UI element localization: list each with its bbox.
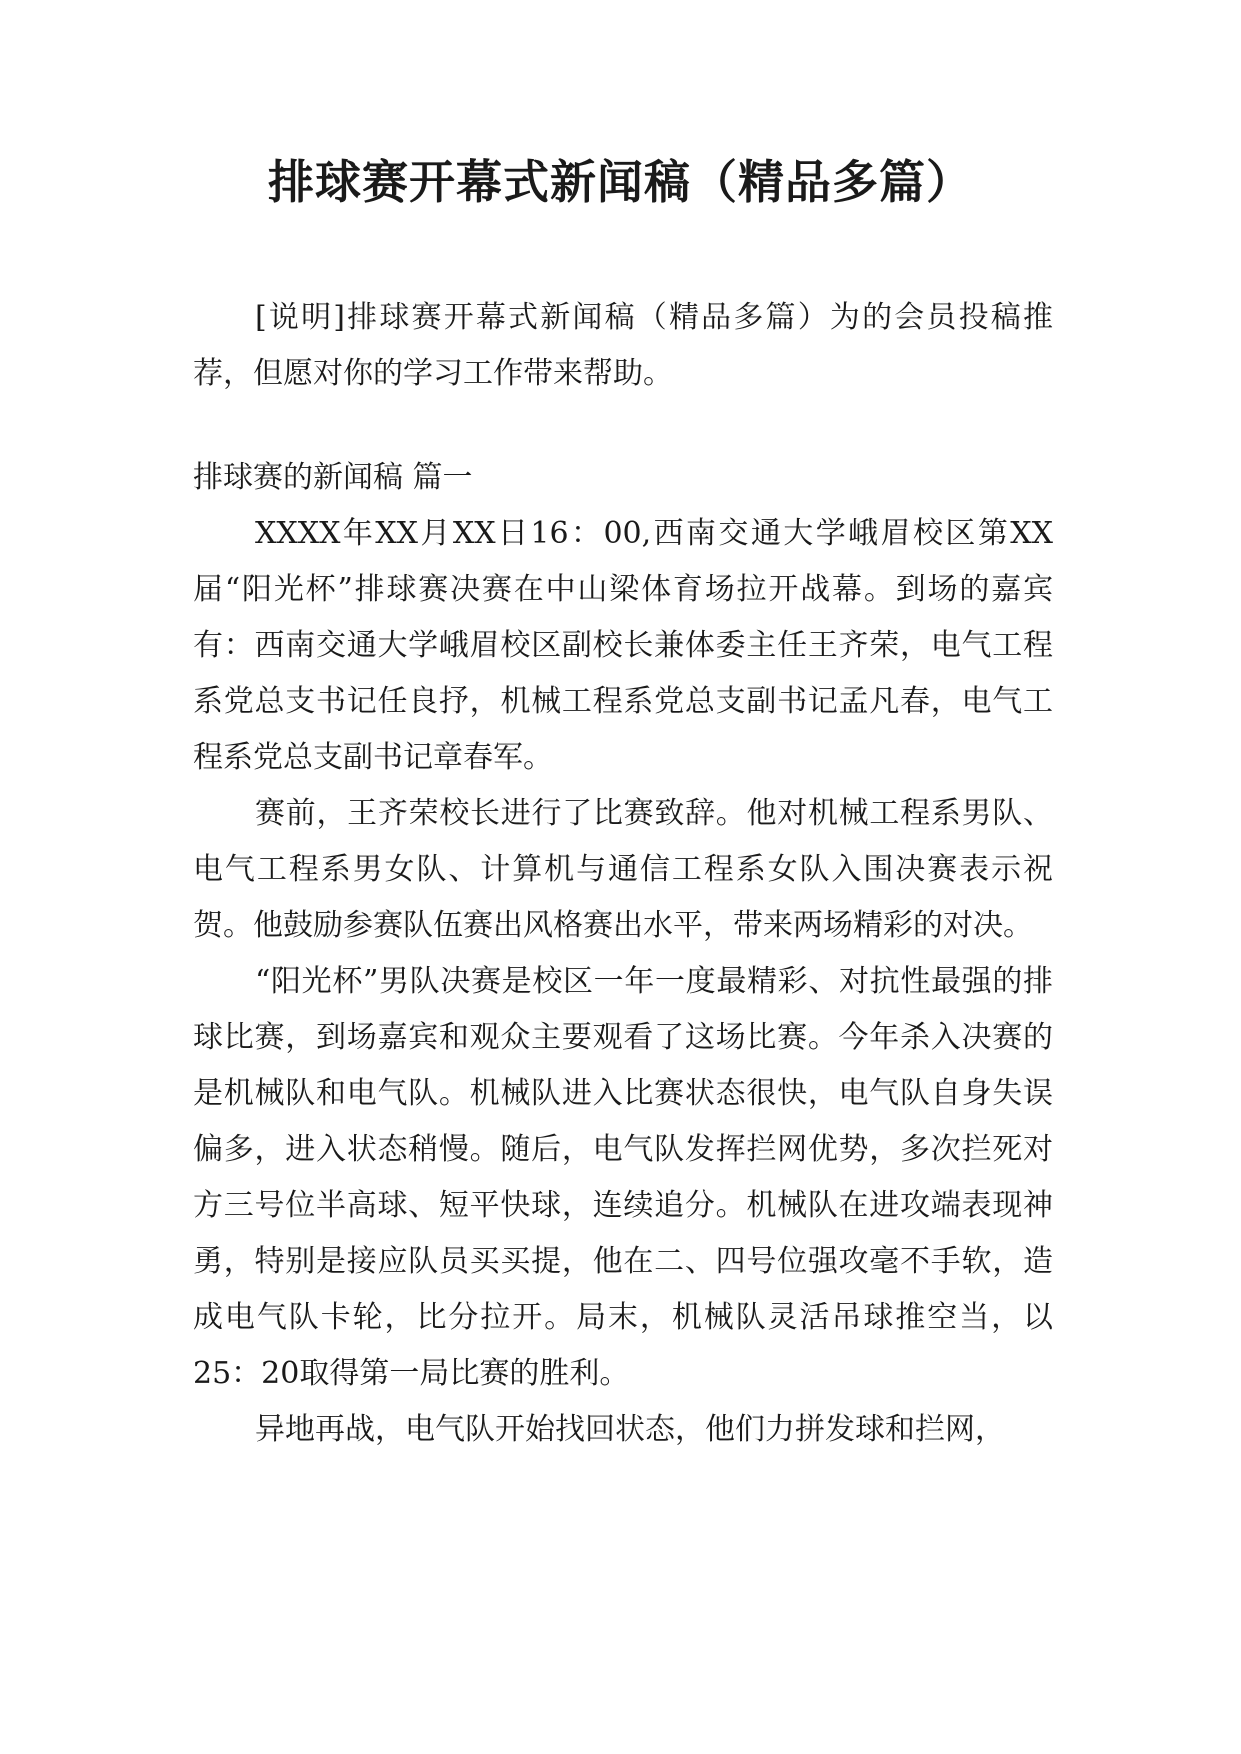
section-title: 排球赛的新闻稿 篇一 (193, 460, 473, 495)
body-paragraph: 异地再战，电气队开始找回状态，他们力拼发球和拦网， (255, 1412, 1005, 1447)
spacer (193, 402, 1053, 450)
body-paragraph: 赛前，王齐荣校长进行了比赛致辞。他对机械工程系男队、电气工程系男女队、计算机与通信工程系女队入围决赛表示祝贺。他鼓励参赛队伍赛出风格赛出水平，带来两场精彩的对决。 (193, 796, 1053, 943)
body-paragraph: “阳光杯”男队决赛是校区一年一度最精彩、对抗性最强的排球比赛，到场嘉宾和观众主要观看了这场比赛。今年杀入决赛的是机械队和电气队。机械队进入比赛状态很快，电气队自身失误偏多，进入状态稍慢。随后，电气队发挥拦网优势，多次拦死对方三号位半高球、短平快球，连续追分。机械队在进攻端表现神勇，特别是接应队员买买提，他在二、四号位强攻毫不手软，造成电气队卡轮，比分拉开。局末，机械队灵活吊球推空当，以25：20取得第一局比赛的胜利。 (193, 964, 1053, 1391)
document-body (193, 290, 1053, 1458)
document-title: 排球赛开幕式新闻稿（精品多篇） (268, 155, 973, 209)
intro-paragraph: [说明]排球赛开幕式新闻稿（精品多篇）为的会员投稿推荐，但愿对你的学习工作带来帮助。 (193, 300, 1053, 391)
body-paragraph: XXXX年XX月XX日16：00,西南交通大学峨眉校区第XX届“阳光杯”排球赛决赛在中山梁体育场拉开战幕。到场的嘉宾有：西南交通大学峨眉校区副校长兼体委主任王齐荣，电气工程系党总支书记任良抒，机械工程系党总支副书记孟凡春，电气工程系党总支副书记章春军。 (193, 516, 1053, 775)
